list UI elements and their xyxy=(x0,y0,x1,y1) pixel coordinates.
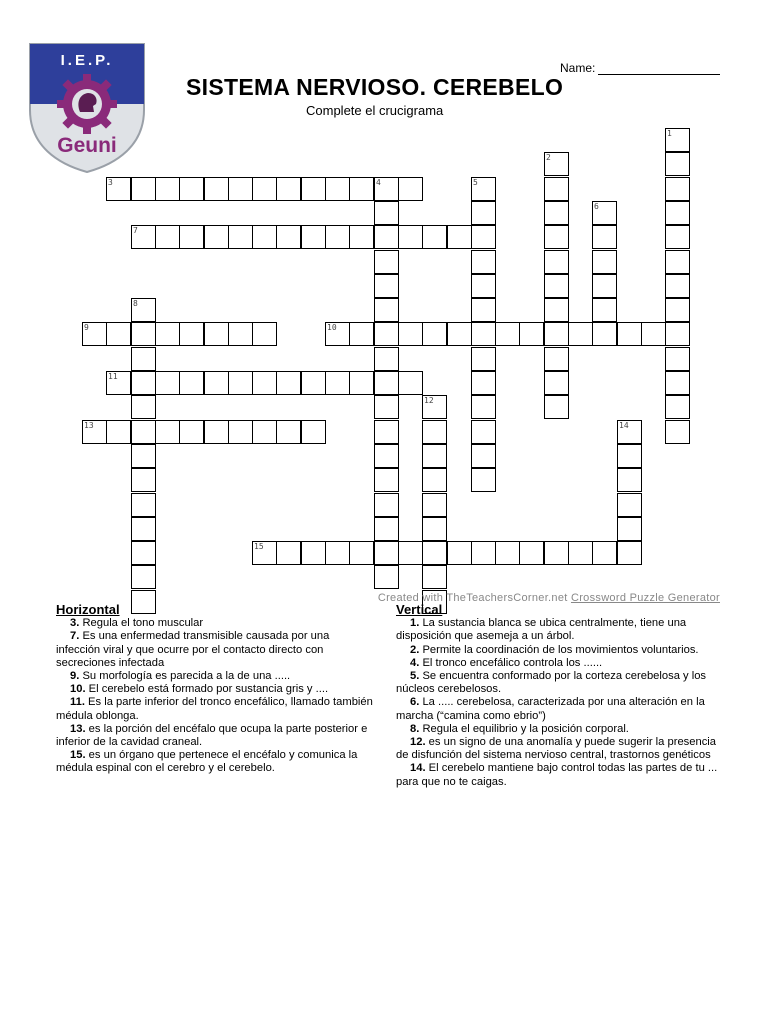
logo-text-bottom: Geuni xyxy=(57,134,117,157)
crossword-cell[interactable] xyxy=(374,468,399,492)
crossword-cell[interactable] xyxy=(131,468,156,492)
clue-text: es la porción del encéfalo que ocupa la parte posterior e inferior de la cavidad craneal. xyxy=(56,722,368,749)
crossword-cell[interactable] xyxy=(592,322,617,346)
crossword-cell[interactable] xyxy=(131,565,156,589)
crossword-cell[interactable] xyxy=(665,371,690,395)
crossword-cell[interactable] xyxy=(179,177,204,201)
horizontal-clue-list xyxy=(56,617,376,775)
crossword-cell[interactable] xyxy=(471,468,496,492)
crossword-cell[interactable] xyxy=(665,225,690,249)
clue-number: 14. xyxy=(410,762,426,775)
crossword-cell[interactable] xyxy=(641,322,666,346)
crossword-cell[interactable] xyxy=(228,177,253,201)
vertical-clue xyxy=(396,670,722,696)
crossword-cell[interactable] xyxy=(106,371,131,395)
crossword-cell[interactable] xyxy=(374,298,399,322)
crossword-cell[interactable] xyxy=(471,347,496,371)
crossword-cell[interactable] xyxy=(374,201,399,225)
clue-text: Su morfología es parecida a la de una ..... xyxy=(79,670,291,683)
page-title: SISTEMA NERVIOSO. CEREBELO xyxy=(186,74,564,100)
crossword-cell[interactable] xyxy=(495,541,520,565)
horizontal-clues xyxy=(56,603,376,776)
crossword-cell[interactable] xyxy=(665,274,690,298)
crossword-cell[interactable] xyxy=(665,152,690,176)
clue-text: es un signo de una anomalía y puede sugerir la presencia de disfunción del sistema nervioso central, trastornos genéticos xyxy=(396,736,717,762)
crossword-cell[interactable] xyxy=(374,322,399,346)
crossword-cell[interactable] xyxy=(471,225,496,249)
logo-text-top: I.E.P. xyxy=(60,52,114,69)
clue-text: El tronco encefálico controla los ...... xyxy=(419,656,603,669)
clue-number: 9 xyxy=(84,323,89,332)
crossword-cell[interactable] xyxy=(252,541,277,565)
crossword-cell[interactable] xyxy=(471,541,496,565)
crossword-cell[interactable] xyxy=(544,371,569,395)
crossword-cell[interactable] xyxy=(617,322,642,346)
crossword-cell[interactable] xyxy=(131,298,156,322)
crossword-cell[interactable] xyxy=(519,541,544,565)
crossword-cell[interactable] xyxy=(349,177,374,201)
vertical-clue xyxy=(396,644,722,657)
crossword-cell[interactable] xyxy=(301,371,326,395)
horizontal-clue xyxy=(56,723,376,749)
crossword-cell[interactable] xyxy=(592,201,617,225)
crossword-cell[interactable] xyxy=(398,322,423,346)
crossword-cell[interactable] xyxy=(422,395,447,419)
crossword-cell[interactable] xyxy=(398,541,423,565)
crossword-cell[interactable] xyxy=(325,177,350,201)
crossword-cell[interactable] xyxy=(179,371,204,395)
crossword-cell[interactable] xyxy=(276,420,301,444)
clue-number: 7. xyxy=(70,630,80,643)
crossword-cell[interactable] xyxy=(131,225,156,249)
crossword-cell[interactable] xyxy=(617,517,642,541)
crossword-cell[interactable] xyxy=(544,541,569,565)
crossword-cell[interactable] xyxy=(106,322,131,346)
crossword-cell[interactable] xyxy=(349,541,374,565)
crossword-cell[interactable] xyxy=(349,225,374,249)
clue-text: Regula el equilibrio y la posición corporal. xyxy=(419,722,629,735)
crossword-cell[interactable] xyxy=(422,225,447,249)
crossword-cell[interactable] xyxy=(252,371,277,395)
clue-text: Se encuentra conformado por la corteza cerebelosa y los núcleos cerebelosos. xyxy=(396,670,707,696)
horizontal-clue xyxy=(56,749,376,775)
crossword-cell[interactable] xyxy=(252,177,277,201)
crossword-cell[interactable] xyxy=(374,493,399,517)
clue-text: La ..... cerebelosa, caracterizada por una alteración en la marcha (“camina como ebrio”) xyxy=(396,696,705,722)
vertical-clue xyxy=(396,762,722,788)
clue-number: 13 xyxy=(84,421,94,430)
crossword-cell[interactable] xyxy=(204,177,229,201)
crossword-cell[interactable] xyxy=(471,420,496,444)
clue-number: 9. xyxy=(70,670,80,683)
crossword-cell[interactable] xyxy=(592,274,617,298)
clue-number: 5. xyxy=(410,670,420,683)
crossword-cell[interactable] xyxy=(471,201,496,225)
clue-number: 2 xyxy=(546,153,551,162)
crossword-cell[interactable] xyxy=(131,347,156,371)
crossword-cell[interactable] xyxy=(374,225,399,249)
crossword-cell[interactable] xyxy=(519,322,544,346)
name-label: Name: xyxy=(560,61,596,75)
crossword-cell[interactable] xyxy=(471,250,496,274)
crossword-cell[interactable] xyxy=(325,225,350,249)
crossword-cell[interactable] xyxy=(228,420,253,444)
clue-number: 5 xyxy=(473,178,478,187)
crossword-cell[interactable] xyxy=(325,541,350,565)
crossword-cell[interactable] xyxy=(252,322,277,346)
crossword-cell[interactable] xyxy=(374,565,399,589)
crossword-cell[interactable] xyxy=(398,177,423,201)
crossword-cell[interactable] xyxy=(155,225,180,249)
vertical-clue xyxy=(396,696,722,722)
crossword-cell[interactable] xyxy=(301,420,326,444)
crossword-cell[interactable] xyxy=(471,395,496,419)
clue-number: 8. xyxy=(410,722,420,735)
crossword-cell[interactable] xyxy=(374,517,399,541)
crossword-cell[interactable] xyxy=(665,322,690,346)
clue-number: 6 xyxy=(594,202,599,211)
crossword-cell[interactable] xyxy=(155,371,180,395)
vertical-clue xyxy=(396,617,722,643)
crossword-cell[interactable] xyxy=(276,225,301,249)
horizontal-clue xyxy=(56,630,376,670)
crossword-cell[interactable] xyxy=(155,177,180,201)
crossword-cell[interactable] xyxy=(665,128,690,152)
crossword-cell[interactable] xyxy=(179,322,204,346)
crossword-cell[interactable] xyxy=(665,201,690,225)
crossword-cell[interactable] xyxy=(276,371,301,395)
clue-text: Es una enfermedad transmisible causada por una infección viral y que ocurre por el contacto directo con secreciones infectada xyxy=(56,630,330,669)
crossword-cell[interactable] xyxy=(495,322,520,346)
crossword-cell[interactable] xyxy=(544,201,569,225)
crossword-cell[interactable] xyxy=(204,371,229,395)
crossword-cell[interactable] xyxy=(398,225,423,249)
crossword-cell[interactable] xyxy=(325,322,350,346)
crossword-cell[interactable] xyxy=(155,322,180,346)
vertical-clues xyxy=(396,603,722,789)
crossword-cell[interactable] xyxy=(592,298,617,322)
crossword-cell[interactable] xyxy=(592,541,617,565)
clue-number: 13. xyxy=(70,722,86,735)
crossword-cell[interactable] xyxy=(131,493,156,517)
crossword-cell[interactable] xyxy=(131,395,156,419)
crossword-cell[interactable] xyxy=(398,371,423,395)
clue-number: 14 xyxy=(619,421,629,430)
page-subtitle: Complete el crucigrama xyxy=(306,103,444,118)
clue-number: 10. xyxy=(70,683,86,696)
crossword-cell[interactable] xyxy=(665,347,690,371)
crossword-cell[interactable] xyxy=(422,517,447,541)
crossword-cell[interactable] xyxy=(665,395,690,419)
horizontal-clue xyxy=(56,670,376,683)
crossword-cell[interactable] xyxy=(179,225,204,249)
crossword-cell[interactable] xyxy=(228,371,253,395)
clue-number: 1. xyxy=(410,617,420,630)
credit-text: Created with TheTeachersCorner.net xyxy=(377,592,571,604)
crossword-cell[interactable] xyxy=(276,177,301,201)
crossword-cell[interactable] xyxy=(374,541,399,565)
crossword-cell[interactable] xyxy=(422,468,447,492)
crossword-cell[interactable] xyxy=(131,177,156,201)
crossword-cell[interactable] xyxy=(301,541,326,565)
clue-number: 12 xyxy=(424,396,434,405)
crossword-cell[interactable] xyxy=(374,274,399,298)
crossword-cell[interactable] xyxy=(471,371,496,395)
clue-number: 7 xyxy=(133,226,138,235)
crossword-cell[interactable] xyxy=(544,250,569,274)
crossword-cell[interactable] xyxy=(544,177,569,201)
crossword-cell[interactable] xyxy=(131,444,156,468)
crossword-cell[interactable] xyxy=(82,420,107,444)
crossword-cell[interactable] xyxy=(568,322,593,346)
crossword-cell[interactable] xyxy=(447,225,472,249)
crossword-cell[interactable] xyxy=(665,177,690,201)
clue-number: 2. xyxy=(410,643,420,656)
crossword-cell[interactable] xyxy=(471,274,496,298)
crossword-cell[interactable] xyxy=(131,541,156,565)
crossword-cell[interactable] xyxy=(471,444,496,468)
clue-number: 10 xyxy=(327,323,337,332)
crossword-cell[interactable] xyxy=(617,444,642,468)
crossword-cell[interactable] xyxy=(252,225,277,249)
crossword-cell[interactable] xyxy=(422,565,447,589)
crossword-cell[interactable] xyxy=(422,541,447,565)
vertical-clue xyxy=(396,736,722,762)
crossword-cell[interactable] xyxy=(617,493,642,517)
generator-link[interactable]: Crossword Puzzle Generator xyxy=(570,592,720,604)
crossword-cell[interactable] xyxy=(349,371,374,395)
crossword-cell[interactable] xyxy=(422,420,447,444)
clue-number: 4 xyxy=(376,178,381,187)
crossword-cell[interactable] xyxy=(106,420,131,444)
horizontal-clue xyxy=(56,617,376,630)
crossword-cell[interactable] xyxy=(106,177,131,201)
crossword-cell[interactable] xyxy=(131,371,156,395)
clue-number: 6. xyxy=(410,696,420,709)
crossword-cell[interactable] xyxy=(131,322,156,346)
crossword-cell[interactable] xyxy=(447,322,472,346)
crossword-cell[interactable] xyxy=(544,298,569,322)
crossword-cell[interactable] xyxy=(228,322,253,346)
crossword-cell[interactable] xyxy=(374,444,399,468)
crossword-cell[interactable] xyxy=(204,225,229,249)
clue-number: 3. xyxy=(70,617,80,630)
clue-text: Regula el tono muscular xyxy=(79,617,204,630)
crossword-cell[interactable] xyxy=(374,395,399,419)
crossword-cell[interactable] xyxy=(544,225,569,249)
crossword-cell[interactable] xyxy=(544,395,569,419)
crossword-cell[interactable] xyxy=(349,322,374,346)
clue-number: 11. xyxy=(70,696,85,709)
clue-text: El cerebelo mantiene bajo control todas las partes de tu ... para que no te caigas. xyxy=(396,762,718,788)
clue-number: 8 xyxy=(133,299,138,308)
vertical-heading: Vertical xyxy=(396,602,443,617)
clue-number: 15. xyxy=(70,749,86,762)
clue-number: 4. xyxy=(410,656,420,669)
crossword-cell[interactable] xyxy=(252,420,277,444)
crossword-cell[interactable] xyxy=(422,444,447,468)
vertical-clue xyxy=(396,657,722,670)
crossword-cell[interactable] xyxy=(204,322,229,346)
crossword-cell[interactable] xyxy=(568,541,593,565)
crossword-cell[interactable] xyxy=(131,517,156,541)
crossword-cell[interactable] xyxy=(422,322,447,346)
crossword-cell[interactable] xyxy=(374,177,399,201)
crossword-cell[interactable] xyxy=(374,347,399,371)
crossword-cell[interactable] xyxy=(276,541,301,565)
clue-number: 3 xyxy=(108,178,113,187)
crossword-cell[interactable] xyxy=(155,420,180,444)
crossword-cell[interactable] xyxy=(325,371,350,395)
crossword-cell[interactable] xyxy=(471,177,496,201)
crossword-cell[interactable] xyxy=(422,493,447,517)
crossword-cell[interactable] xyxy=(544,322,569,346)
clue-text: es un órgano que pertenece el encéfalo y comunica la médula espinal con el cerebro y el cerebelo. xyxy=(56,749,358,775)
crossword-cell[interactable] xyxy=(374,250,399,274)
crossword-cell[interactable] xyxy=(665,250,690,274)
crossword-cell[interactable] xyxy=(544,274,569,298)
crossword-cell[interactable] xyxy=(617,468,642,492)
crossword-cell[interactable] xyxy=(544,347,569,371)
horizontal-clue xyxy=(56,683,376,696)
crossword-cell[interactable] xyxy=(204,420,229,444)
clue-number: 15 xyxy=(254,542,264,551)
clue-text: Es la parte inferior del tronco encefálico, llamado también médula oblonga. xyxy=(56,696,373,722)
crossword-cell[interactable] xyxy=(374,371,399,395)
crossword-cell[interactable] xyxy=(131,420,156,444)
crossword-cell[interactable] xyxy=(665,420,690,444)
crossword-cell[interactable] xyxy=(447,541,472,565)
crossword-cell[interactable] xyxy=(592,250,617,274)
clue-number: 12. xyxy=(410,736,426,749)
crossword-cell[interactable] xyxy=(471,322,496,346)
clue-number: 1 xyxy=(667,129,672,138)
crossword-cell[interactable] xyxy=(179,420,204,444)
crossword-cell[interactable] xyxy=(228,225,253,249)
crossword-cell[interactable] xyxy=(665,298,690,322)
vertical-clue-list xyxy=(396,617,722,789)
clue-text: El cerebelo está formado por sustancia gris y .... xyxy=(85,683,329,696)
crossword-cell[interactable] xyxy=(301,177,326,201)
horizontal-clue xyxy=(56,696,376,722)
crossword-cell[interactable] xyxy=(617,420,642,444)
crossword-cell[interactable] xyxy=(82,322,107,346)
crossword-cell[interactable] xyxy=(301,225,326,249)
vertical-clue xyxy=(396,723,722,736)
clue-text: La sustancia blanca se ubica centralmente, tiene una disposición que asemeja a un árbol. xyxy=(396,617,687,643)
clue-text: Permite la coordinación de los movimientos voluntarios. xyxy=(419,643,699,656)
crossword-cell[interactable] xyxy=(617,541,642,565)
crossword-cell[interactable] xyxy=(544,152,569,176)
clue-number: 11 xyxy=(108,372,118,381)
crossword-cell[interactable] xyxy=(374,420,399,444)
crossword-cell[interactable] xyxy=(471,298,496,322)
crossword-cell[interactable] xyxy=(592,225,617,249)
horizontal-heading: Horizontal xyxy=(56,602,120,617)
